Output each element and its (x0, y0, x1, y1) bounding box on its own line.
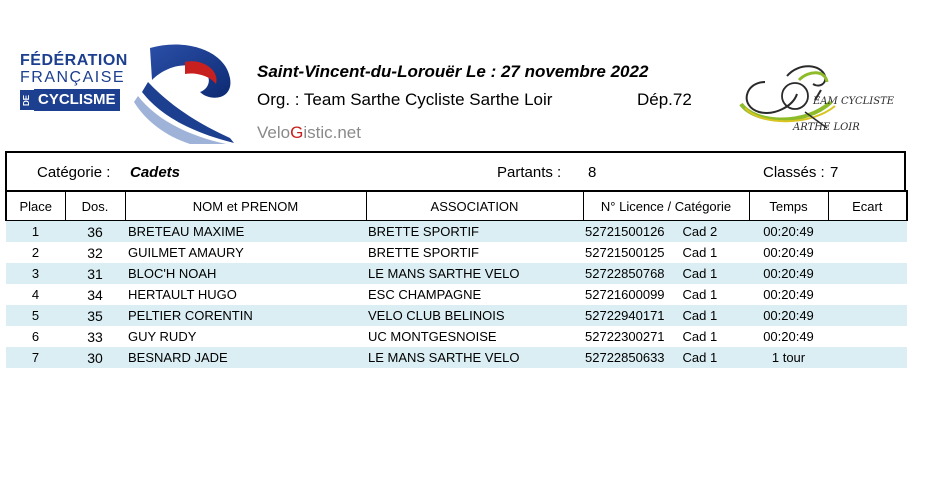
gap (828, 305, 907, 326)
place: 5 (6, 305, 65, 326)
team-logo-line1: EAM CYCLISTE (813, 96, 895, 107)
category-label: Catégorie : (37, 164, 111, 181)
ffc-swoosh-icon (130, 40, 240, 145)
time: 00:20:49 (749, 305, 828, 326)
gap (828, 326, 907, 347)
col-header-licence: N° Licence / Catégorie (583, 191, 749, 221)
licence-category: Cad 1 (682, 350, 718, 365)
department: Dép.72 (637, 90, 692, 109)
time: 00:20:49 (749, 326, 828, 347)
gap (828, 263, 907, 284)
ffc-logo-de: DE (20, 90, 34, 110)
rider-name: BRETEAU MAXIME (125, 221, 366, 243)
col-header-association: ASSOCIATION (366, 191, 583, 221)
licence-number: 52722850633 (585, 350, 665, 365)
table-header (6, 191, 907, 221)
summary-row (5, 151, 906, 190)
dossard: 31 (65, 263, 125, 284)
licence-number: 52721500125 (585, 245, 665, 260)
results-table-box (5, 151, 906, 368)
results-table (5, 190, 908, 368)
team-logo (735, 60, 910, 135)
table-row (6, 221, 907, 243)
table-row (6, 305, 907, 326)
dossard: 35 (65, 305, 125, 326)
col-header-place: Place (6, 191, 65, 221)
place: 1 (6, 221, 65, 243)
category-value: Cadets (130, 164, 181, 181)
licence-cell (583, 242, 749, 263)
ffc-logo-line3: CYCLISME (34, 89, 120, 111)
partants-value: 8 (588, 164, 597, 181)
rider-name: PELTIER CORENTIN (125, 305, 366, 326)
time: 00:20:49 (749, 284, 828, 305)
col-header-dos: Dos. (65, 191, 125, 221)
event-title: Saint-Vincent-du-Lorouër Le : 27 novembre 2022 (257, 62, 649, 81)
gap (828, 347, 907, 368)
velogistic-post: istic.net (303, 123, 361, 142)
licence-category: Cad 1 (682, 308, 718, 323)
place: 7 (6, 347, 65, 368)
licence-cell (583, 347, 749, 368)
licence-category: Cad 1 (682, 266, 718, 281)
licence-cell (583, 221, 749, 243)
velogistic-g: G (290, 123, 304, 142)
classes-label: Classés : (763, 164, 825, 181)
licence-number: 52721500126 (585, 224, 665, 239)
rider-name: GUY RUDY (125, 326, 366, 347)
rider-name: BESNARD JADE (125, 347, 366, 368)
velogistic-brand (257, 123, 361, 143)
place: 6 (6, 326, 65, 347)
gap (828, 221, 907, 243)
gap (828, 242, 907, 263)
licence-cell (583, 305, 749, 326)
place: 4 (6, 284, 65, 305)
organizer-line: Org. : Team Sarthe Cycliste Sarthe Loir (257, 90, 553, 109)
velogistic-pre: Velo (257, 123, 291, 142)
place: 3 (6, 263, 65, 284)
licence-category: Cad 1 (682, 329, 718, 344)
table-row (6, 263, 907, 284)
table-row (6, 242, 907, 263)
dossard: 36 (65, 221, 125, 243)
time: 00:20:49 (749, 263, 828, 284)
table-row (6, 284, 907, 305)
dossard: 32 (65, 242, 125, 263)
licence-number: 52722850768 (585, 266, 665, 281)
licence-number: 52722300271 (585, 329, 665, 344)
rider-name: HERTAULT HUGO (125, 284, 366, 305)
time: 00:20:49 (749, 242, 828, 263)
col-header-ecart: Ecart (828, 191, 907, 221)
association: BRETTE SPORTIF (366, 221, 583, 243)
licence-number: 52721600099 (585, 287, 665, 302)
classes-value: 7 (830, 164, 839, 181)
dossard: 30 (65, 347, 125, 368)
association: UC MONTGESNOISE (366, 326, 583, 347)
ffc-logo-line1: FÉDÉRATION (20, 52, 128, 69)
gap (828, 284, 907, 305)
licence-category: Cad 1 (682, 287, 718, 302)
ffc-logo-line2: FRANÇAISE (20, 69, 126, 86)
partants-label: Partants : (497, 164, 562, 181)
association: VELO CLUB BELINOIS (366, 305, 583, 326)
team-logo-line2: ARTHE LOIR (793, 122, 860, 133)
time: 00:20:49 (749, 221, 828, 243)
dossard: 34 (65, 284, 125, 305)
time: 1 tour (749, 347, 828, 368)
association: LE MANS SARTHE VELO (366, 347, 583, 368)
association: LE MANS SARTHE VELO (366, 263, 583, 284)
licence-category: Cad 1 (682, 245, 718, 260)
col-header-temps: Temps (749, 191, 828, 221)
col-header-name: NOM et PRENOM (125, 191, 366, 221)
table-row (6, 347, 907, 368)
licence-cell (583, 326, 749, 347)
rider-name: BLOC'H NOAH (125, 263, 366, 284)
ffc-logo (12, 40, 237, 145)
association: BRETTE SPORTIF (366, 242, 583, 263)
place: 2 (6, 242, 65, 263)
licence-category: Cad 2 (682, 224, 718, 239)
rider-name: GUILMET AMAURY (125, 242, 366, 263)
licence-number: 52722940171 (585, 308, 665, 323)
table-row (6, 326, 907, 347)
licence-cell (583, 263, 749, 284)
association: ESC CHAMPAGNE (366, 284, 583, 305)
licence-cell (583, 284, 749, 305)
dossard: 33 (65, 326, 125, 347)
